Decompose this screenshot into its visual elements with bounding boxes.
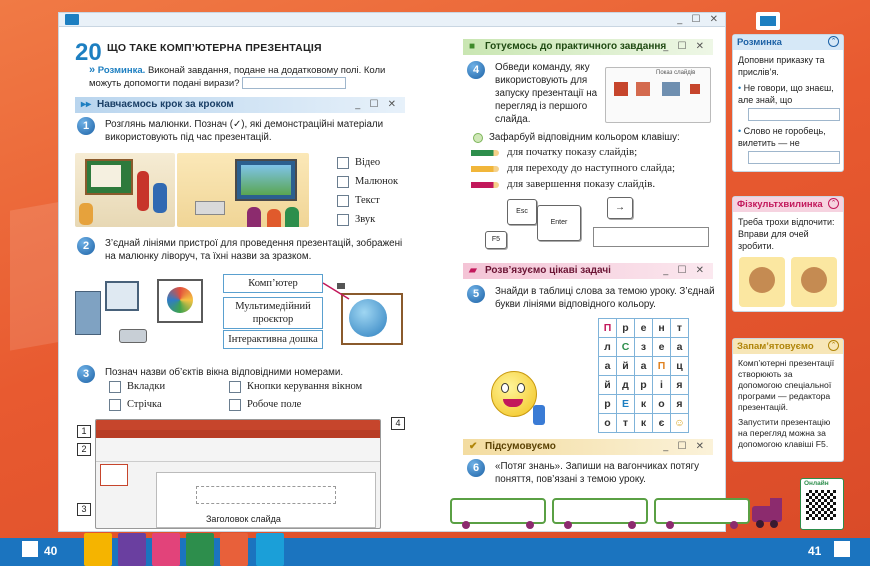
color-task-text: Зафарбуй відповідним кольором клавішу:	[489, 132, 680, 143]
task-5-text: Знайди в таблиці слова за темою уроку. З’єднай букви лініями відповідного кольору.	[495, 286, 715, 310]
remember-paragraph-2: Запустити презентацію на перегляд можна за допомогою клавіші F5.	[738, 417, 831, 449]
task-1-text: Розглянь малюнки. Познач (✓), які демонстраційні матеріали використовують під час презентацій.	[105, 119, 384, 143]
sidebar-warmup-intro: Доповни приказку та прислів’я.	[738, 55, 825, 77]
warmup-label: Розминка.	[97, 65, 146, 76]
task-number: 5	[467, 285, 485, 303]
option-label: Текст	[355, 195, 380, 206]
grid-cell[interactable]: а	[635, 357, 653, 376]
arrow-icon: »	[89, 64, 96, 76]
option-label: Стрічка	[127, 399, 162, 410]
pink-pencil-icon	[471, 182, 499, 188]
grid-cell[interactable]: Е	[617, 395, 635, 414]
option-label: Звук	[355, 214, 376, 225]
grid-cell[interactable]: С	[617, 338, 635, 357]
proverb-2: Слово не горобець, вилетить — не	[738, 126, 826, 148]
train-wagon[interactable]	[450, 498, 546, 524]
section-practice-title: Готуємось до практичного завдання	[485, 41, 667, 52]
section-puzzles-bar	[463, 263, 713, 279]
grid-cell[interactable]: т	[671, 319, 689, 338]
option-checkbox[interactable]	[109, 381, 121, 393]
grid-cell[interactable]: л	[599, 338, 617, 357]
option-checkbox[interactable]	[337, 195, 349, 207]
footer-book-icon[interactable]	[84, 533, 112, 566]
option-label: Кнопки керування вікном	[247, 381, 363, 392]
ribbon-screenshot	[605, 67, 711, 123]
sidebar-exercise-title: Фізкультхвилинка	[737, 199, 823, 210]
task-6-text: «Потяг знань». Запиши на вагончиках потягу поняття, пов’язані з темою уроку.	[495, 461, 700, 485]
section-summary-bar	[463, 439, 713, 455]
option-checkbox[interactable]	[229, 381, 241, 393]
sidebar-warmup-card: Розминка ⌃ Доповни приказку та прислів’я. • Не говори, що знаєш, але знай, що • Слово не горобець, вилетить — не	[732, 34, 844, 172]
book-icon	[65, 14, 79, 25]
device-label-board[interactable]: Інтерактивна дошка	[223, 330, 323, 349]
locomotive-icon	[752, 498, 790, 526]
letter-grid	[598, 318, 689, 433]
option-checkbox[interactable]	[337, 214, 349, 226]
bear-eyes-exercise-illustration	[791, 257, 837, 307]
section-summary-title: Підсумовуємо	[485, 441, 556, 452]
grid-cell[interactable]: а	[671, 338, 689, 357]
option-checkbox[interactable]	[337, 157, 349, 169]
grid-cell[interactable]: і	[653, 376, 671, 395]
grid-cell[interactable]: я	[671, 376, 689, 395]
task-number: 2	[77, 237, 95, 255]
option-label: Малюнок	[355, 176, 399, 187]
grid-cell[interactable]: н	[653, 319, 671, 338]
grid-cell[interactable]: є	[653, 414, 671, 433]
classroom-illustration	[75, 153, 175, 227]
grid-cell[interactable]: ц	[671, 357, 689, 376]
powerpoint-window-screenshot	[95, 419, 381, 529]
section-learn-title: Навчаємось крок за кроком	[97, 99, 234, 110]
option-label: Вкладки	[127, 381, 166, 392]
proverb-1: Не говори, що знаєш, але знай, що	[738, 83, 834, 105]
device-label-computer[interactable]: Комп’ютер	[223, 274, 323, 293]
option-label: Робоче поле	[247, 399, 302, 410]
page-number-left: 40	[44, 544, 58, 558]
section-learn-bar	[75, 97, 405, 113]
grid-cell[interactable]: й	[617, 357, 635, 376]
task-number: 6	[467, 459, 485, 477]
footer-briefcase-icon[interactable]	[220, 533, 248, 566]
qr-code-icon	[806, 490, 836, 520]
option-label: Відео	[355, 157, 381, 168]
train-wagon[interactable]	[552, 498, 648, 524]
grid-cell[interactable]: ☺	[671, 414, 689, 433]
key-esc[interactable]: Esc	[507, 199, 537, 225]
task-2-text: З’єднай лініями пристрої для проведення презентацій, зображені на малюнку ліворуч, та їхні назви за зразком.	[105, 238, 403, 262]
section-controls[interactable]: _ ☐ ✕	[355, 99, 399, 110]
collapse-icon[interactable]: ⌃	[828, 36, 839, 47]
color-item: для початку показу слайдів;	[507, 146, 638, 158]
slide-title-placeholder: Заголовок слайда	[206, 514, 281, 524]
grid-cell[interactable]: П	[653, 357, 671, 376]
proverb-2-answer[interactable]	[748, 151, 840, 164]
grid-cell[interactable]: П	[599, 319, 617, 338]
section-controls[interactable]: _ ☐ ✕	[663, 441, 707, 452]
section-controls[interactable]: _ ☐ ✕	[663, 41, 707, 52]
grid-cell[interactable]: р	[617, 319, 635, 338]
task-4-text: Обведи команду, яку використовують для запуску презентації на перегляд із першого слайда.	[495, 62, 598, 125]
callout-number: 2	[77, 443, 91, 456]
grid-cell[interactable]: а	[599, 357, 617, 376]
section-puzzles-title: Розв’язуємо цікаві задачі	[485, 265, 611, 276]
lesson-title: ЩО ТАКЕ КОМП’ЮТЕРНА ПРЕЗЕНТАЦІЯ	[107, 42, 322, 54]
workbook-spread	[58, 12, 726, 532]
footer-laptop-icon[interactable]	[118, 533, 146, 566]
option-checkbox[interactable]	[229, 399, 241, 411]
key-f5[interactable]: F5	[485, 231, 507, 249]
sidebar-warmup-title: Розминка	[737, 37, 782, 48]
callout-number: 1	[77, 425, 91, 438]
train-wagon[interactable]	[654, 498, 750, 524]
key-space[interactable]	[593, 227, 709, 247]
footer-notebook-icon[interactable]	[186, 533, 214, 566]
grid-cell[interactable]: к	[635, 395, 653, 414]
callout-number: 4	[391, 417, 405, 430]
check-icon: ✔	[469, 441, 478, 452]
key-arrow-right[interactable]: →	[607, 197, 633, 219]
sample-connector-line	[321, 281, 351, 301]
forward-icon: ▸▸	[81, 99, 92, 110]
qr-code-block[interactable]	[800, 478, 844, 530]
task-number: 4	[467, 61, 485, 79]
warmup-body: Виконай завдання, подане на додатковому полі. Коли можуть допомогти подані вирази?	[89, 65, 386, 89]
warmup-text	[89, 64, 411, 90]
section-practice-bar	[463, 39, 713, 55]
bear-eyes-exercise-illustration	[739, 257, 785, 307]
grid-cell[interactable]: е	[653, 338, 671, 357]
devices-illustration	[75, 273, 211, 353]
page-corner-icon	[834, 541, 850, 557]
remember-paragraph-1: Комп’ютерні презентації створюють за допомогою спеціальної програми — редактора презентацій.	[738, 358, 835, 412]
grid-cell[interactable]: р	[599, 395, 617, 414]
grid-cell[interactable]: й	[599, 376, 617, 395]
puzzle-icon: ▰	[469, 265, 477, 276]
grid-cell[interactable]: т	[617, 414, 635, 433]
projector-illustration	[177, 153, 309, 227]
grid-cell[interactable]: д	[617, 376, 635, 395]
collapse-icon[interactable]: ⌃	[828, 198, 839, 209]
sidebar-remember-card	[732, 338, 844, 462]
window-titlebar	[59, 13, 725, 27]
sidebar-exercise-card	[732, 196, 844, 312]
yellow-pencil-icon	[471, 166, 499, 172]
proverb-1-answer[interactable]	[748, 108, 840, 121]
grid-cell[interactable]: о	[599, 414, 617, 433]
device-label-projector[interactable]: Мультимедійний проєктор	[223, 297, 323, 329]
footer-globe-icon[interactable]	[152, 533, 180, 566]
ribbon-tab-label: Показ слайдів	[656, 70, 696, 76]
option-checkbox[interactable]	[337, 176, 349, 188]
smiley-mascot-illustration	[485, 365, 549, 431]
sidebar-book-icon	[756, 12, 780, 30]
window-controls[interactable]: _ ☐ ✕	[677, 14, 721, 25]
grid-cell[interactable]: з	[635, 338, 653, 357]
grid-cell[interactable]: к	[635, 414, 653, 433]
task-number: 1	[77, 117, 95, 135]
lesson-number: 20	[75, 39, 102, 66]
collapse-icon[interactable]: ⌃	[828, 340, 839, 351]
color-item: для переходу до наступного слайда;	[507, 162, 676, 174]
grid-cell[interactable]: я	[671, 395, 689, 414]
page-number-right: 41	[808, 544, 822, 558]
grid-cell[interactable]: о	[653, 395, 671, 414]
option-checkbox[interactable]	[109, 399, 121, 411]
green-pencil-icon	[471, 150, 499, 156]
warmup-answer-box[interactable]	[242, 77, 346, 89]
sidebar-remember-title: Запам’ятовуємо	[737, 341, 814, 352]
practice-icon: ■	[469, 41, 476, 52]
grid-cell[interactable]: е	[635, 319, 653, 338]
task-number: 3	[77, 365, 95, 383]
grid-cell[interactable]: р	[635, 376, 653, 395]
qr-label: Онлайн	[804, 480, 829, 487]
task-3-text: Познач назви об’єктів вікна відповідними номерами.	[105, 367, 344, 378]
sidebar-exercise-text: Треба трохи відпочити: Вправи для очей зробити.	[738, 217, 835, 251]
key-enter[interactable]: Enter	[537, 205, 581, 241]
callout-number: 3	[77, 503, 91, 516]
color-item: для завершення показу слайдів.	[507, 178, 656, 190]
footer-network-icon[interactable]	[256, 533, 284, 566]
section-controls[interactable]: _ ☐ ✕	[663, 265, 707, 276]
bullet-icon	[473, 133, 483, 143]
page-corner-icon	[22, 541, 38, 557]
